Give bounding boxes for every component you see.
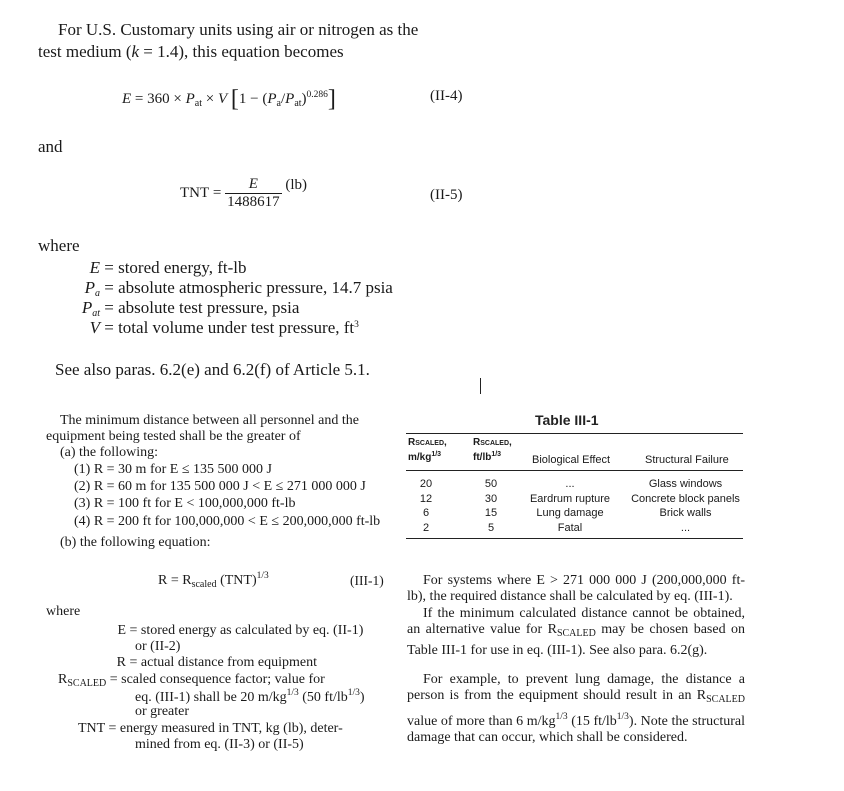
def-e-cont: or (II-2) [135,639,181,654]
where-item-pat: $P_{at}$ = absolute test pressure, psia [81,298,300,319]
text-cursor [480,378,481,394]
where-item-e: E = stored energy, ft-lb [89,258,247,277]
table-body [406,477,743,535]
where-item-v: V = total volume under test pressure, $ft^3$ [89,318,359,337]
table-header-rule [406,470,743,471]
left-item-b: (b) the following equation: [60,535,211,550]
equation-ii-5-label: (II-5) [430,187,463,203]
table-row: 12 30 Eardrum rupture Concrete block panels [419,492,740,505]
right-para-1: For systems where E > 271 000 000 J (200,000,000 ft-lb), the required distance shall be calculated by eq. (III-1). [407,573,745,605]
def-rscaled-cont-2: or greater [135,704,190,719]
left-list-item-2: (2) R = 60 m for 135 500 000 J < E ≤ 271 000 000 J [74,479,366,494]
table-header-struct: Structural Failure [645,454,729,466]
table-bottom-rule [406,538,743,539]
left-para-line-1: The minimum distance between all personnel and the [60,413,359,428]
table-row: 2 5 Fatal ... [422,521,691,534]
equation-iii-1-label: (III-1) [350,573,384,588]
table-top-rule [406,433,743,434]
left-list-item-3: (3) R = 100 ft for E < 100,000,000 ft-lb [74,496,296,511]
where-heading: where [38,236,80,255]
table-row: 20 50 ... Glass windows [419,478,723,490]
table-header-m: RSCALED, $m/kg^{1/3}$ [408,437,447,463]
equation-iii-1: $R = R_{scaled}$ (TNT)$^{1/3}$ [158,571,269,590]
where-item-pa: $P_a$ = absolute atmospheric pressure, 14.7 psia [84,278,393,299]
def-rscaled-cont: eq. (III-1) shall be 20 $m/kg^{1/3}$ (50 $ft/lb^{1/3}$) [135,688,365,705]
and-text: and [38,137,63,156]
table-header-bio: Biological Effect [532,454,611,466]
table-title: Table III-1 [535,412,599,428]
def-rscaled: $R_{SCALED}$ = scaled consequence factor; value for [58,672,325,689]
right-para-2: If the minimum calculated distance cannot be obtained, an alternative value for $R_{SCALED}$ may be chosen based on Table III-1 for use in eq. (III-1). See also para. 6.2(g). [407,606,745,658]
equation-ii-4-label: (II-4) [430,88,463,104]
def-tnt-cont: mined from eq. (II-3) or (II-5) [135,737,304,752]
intro-line-2: test medium (k = 1.4), this equation becomes [38,42,344,61]
left-list-item-1: (1) R = 30 m for E ≤ 135 500 000 J [74,462,272,477]
right-para-3: For example, to prevent lung damage, the distance a person is from the equipment should result in an $R_{SCALED}$ value of more than 6 $m/kg^{1/3}$ (15 $ft/lb^{1/3}$). Note the structural damage that can occur, which shall be considered. [407,672,745,745]
equation-ii-5: TNT = $\frac{E}{1488617}$ (lb) [180,176,308,210]
def-r: R = actual distance from equipment [116,655,317,670]
table-header-ft: RSCALED, $ft/lb^{1/3}$ [473,437,512,463]
left-item-a: (a) the following: [60,445,158,460]
equation-ii-4: $E = 360 \times P_{at} \times V$ $[1 - (P_a/P_{at})^{0.286}]$ [122,86,336,112]
left-list-item-4: (4) R = 200 ft for 100,000,000 < E ≤ 200,000,000 ft-lb [74,514,381,529]
def-tnt: TNT = energy measured in TNT, kg (lb), deter- [78,721,343,736]
where-heading-2: where [46,604,81,619]
left-para-line-2: equipment being tested shall be the greater of [46,429,301,444]
table-row: 6 15 Lung damage Brick walls [422,507,712,519]
see-also-text: See also paras. 6.2(e) and 6.2(f) of Article 5.1. [55,360,370,379]
intro-line-1: For U.S. Customary units using air or nitrogen as the [58,20,419,39]
def-e: E = stored energy as calculated by eq. (II-1) [117,623,364,638]
